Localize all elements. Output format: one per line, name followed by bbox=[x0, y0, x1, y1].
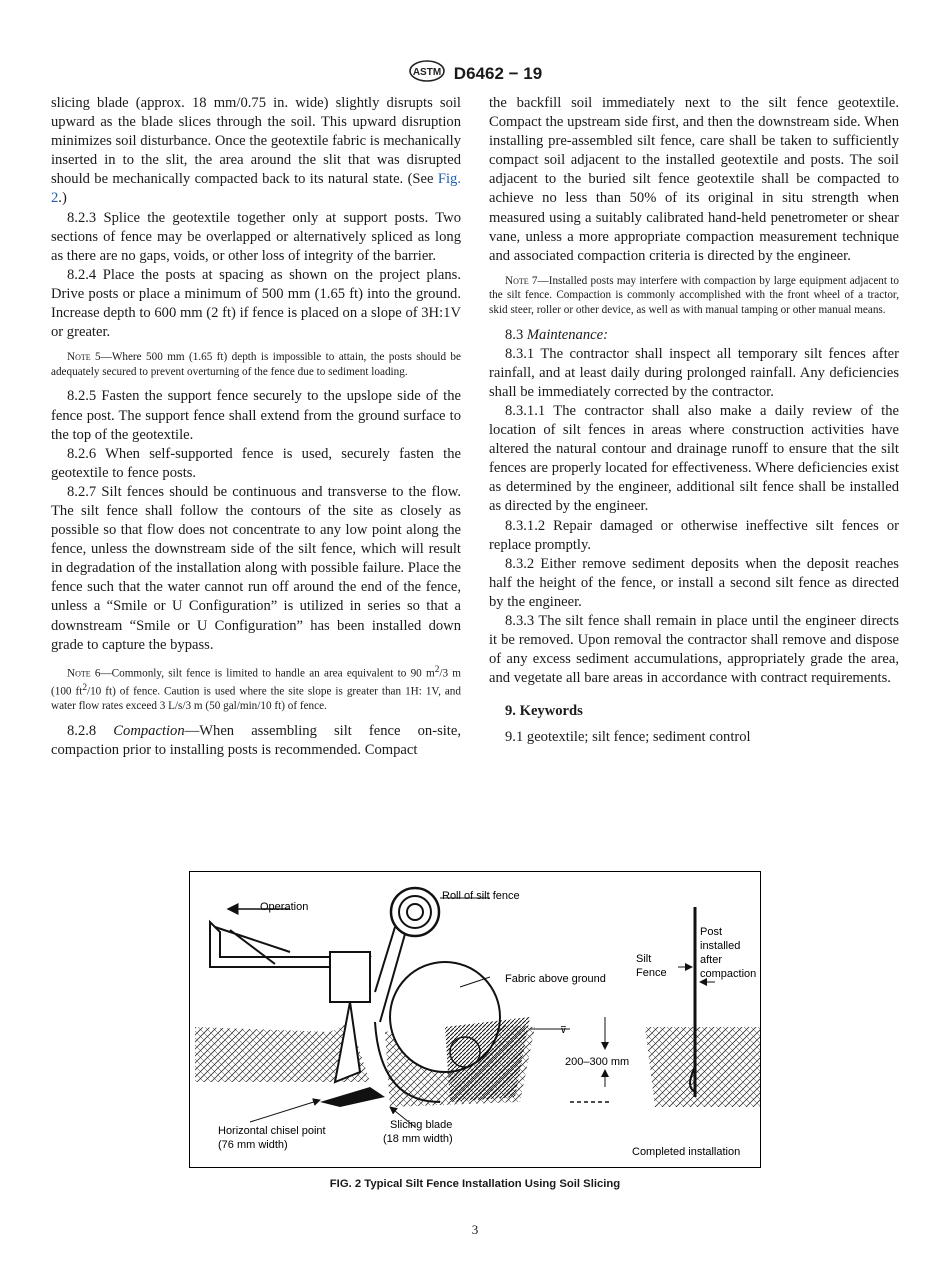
section-9-heading: 9. Keywords bbox=[505, 703, 583, 720]
ground-mark: ⊽ bbox=[560, 1025, 567, 1035]
fig-2-link[interactable]: Fig. 2 bbox=[51, 171, 461, 207]
label-post-1: Post bbox=[700, 926, 723, 938]
paragraph-8-3-1: 8.3.1 The contractor shall inspect all temporary silt fences after rainfall, and at least daily during prolonged rainfall. Any deficiencies shall be immediately corrected by the contractor. bbox=[489, 345, 899, 400]
note-5: Note 5—Where 500 mm (1.65 ft) depth is impossible to attain, the posts should be adequately secured to prevent overturning of the fence due to sediment loading. bbox=[51, 351, 461, 378]
svg-text:ASTM: ASTM bbox=[412, 67, 441, 78]
chisel-point bbox=[320, 1087, 385, 1107]
paragraph-9-1: 9.1 geotextile; silt fence; sediment control bbox=[505, 728, 751, 745]
note-6: Note 6—Commonly, silt fence is limited to handle an area equivalent to 90 $m^2/3$ m (100 $ft^2/10$ ft) of fence. Caution is used where the site slope is greater than 1H: 1V, and water flow rates exceed 3 L/s/3 m (50 gal/min/10 ft) of fence. bbox=[51, 664, 461, 713]
paragraph-8-3-1-1: 8.3.1.1 The contractor shall also make a daily review of the location of silt fences in areas where construction activities have altered the natural contour and drainage runoff to ensure that the silt fences are properly located for effectiveness. Where deficiencies exist as determined by the engineer, additional silt fence shall be installed as directed by the engineer. bbox=[489, 403, 899, 515]
machine-body bbox=[330, 952, 370, 1002]
astm-logo-icon bbox=[408, 60, 446, 87]
paragraph-8-3: 8.3 Maintenance: bbox=[505, 326, 608, 343]
paragraph-continued: slicing blade (approx. 18 mm/0.75 in. wide) slightly disrupts soil upward as the blade slices through the soil. This upward disruption minimizes soil disturbance. Once the geotextile fabric is mechanically inserted in to the slit, the area around the slit that was disrupted should be mechanically compacted back to its natural state. (See Fig. 2.) bbox=[51, 95, 461, 207]
label-silt-2: Fence bbox=[636, 967, 667, 979]
paragraph-8-3-2: 8.3.2 Either remove sediment deposits when the deposit reaches half the height of the fence, or install a second silt fence as directed by the engineer. bbox=[489, 555, 899, 610]
paragraph-8-2-5: 8.2.5 Fasten the support fence securely to the upslope side of the fence post. The support fence shall extend from the ground surface to the top of the geotextile. bbox=[51, 388, 461, 443]
paragraph-8-2-4: 8.2.4 Place the posts at spacing as shown on the project plans. Drive posts or place a minimum of 500 mm (1.65 ft) into the ground. Increase depth to 600 mm (2 ft) if fence is placed on a slope of 3H:1V or greater. bbox=[51, 266, 461, 341]
page-number: 3 bbox=[471, 1222, 479, 1237]
note-7: Note 7—Installed posts may interfere with compaction by large equipment adjacent to the silt fence. Compaction is commonly accomplished with the front wheel of a tractor, skid steer, roller or other device, as well as with manual tamping or other manual means. bbox=[489, 274, 899, 317]
soil-right bbox=[645, 1027, 760, 1107]
label-operation: Operation bbox=[260, 901, 309, 913]
label-depth: 200–300 mm bbox=[565, 1056, 630, 1068]
label-post-2: installed bbox=[700, 940, 741, 952]
paragraph-8-2-3: 8.2.3 Splice the geotextile together only at support posts. Two sections of fence may be overlapped or alternatively spliced as long as there are no gaps, voids, or other loss of integrity of the barrier. bbox=[51, 209, 461, 264]
paragraph-8-3-3: 8.3.3 The silt fence shall remain in place until the engineer directs it be removed. Upon removal the contractor shall remove and dispose of any excess sediment accumulations, appropriately grade the area, and vegetate all bare areas in accordance with contract requirements. bbox=[489, 613, 899, 687]
page-header bbox=[0, 60, 950, 87]
label-fabric: Fabric above ground bbox=[505, 973, 606, 985]
right-column bbox=[489, 94, 899, 747]
label-blade-1: Slicing blade bbox=[390, 1119, 453, 1131]
label-blade-2: (18 mm width) bbox=[383, 1133, 453, 1145]
figure-2-drawing bbox=[190, 872, 760, 1167]
paragraph-8-3-1-2: 8.3.1.2 Repair damaged or otherwise ineffective silt fences or replace promptly. bbox=[489, 517, 899, 553]
label-chisel-2: (76 mm width) bbox=[218, 1139, 288, 1151]
figure-2 bbox=[189, 871, 761, 1168]
figure-caption: FIG. 2 Typical Silt Fence Installation Using Soil Slicing bbox=[329, 1178, 621, 1190]
label-roll: Roll of silt fence bbox=[442, 890, 520, 902]
paragraph-8-2-6: 8.2.6 When self-supported fence is used, securely fasten the geotextile to fence posts. bbox=[51, 445, 461, 481]
label-silt-1: Silt bbox=[636, 953, 652, 965]
label-chisel-1: Horizontal chisel point bbox=[218, 1125, 326, 1137]
paragraph-continued-right: the backfill soil immediately next to the silt fence geotextile. Compact the upstream side first, and then the downstream side. When installing pre-assembled silt fence, care shall be taken to sufficiently compact soil adjacent to the installed geotextile and posts. The soil adjacent to the buried silt fence geotextile shall be compacted to achieve no less than 50% of its original in situ strength when measured using a suitably calibrated hand-held penetrometer or shear vane, unless a more appropriate compaction measurement technique and associated compaction criteria is directed by the engineer. bbox=[489, 95, 899, 264]
left-column bbox=[51, 94, 461, 760]
paragraph-8-2-7: 8.2.7 Silt fences should be continuous and transverse to the flow. The silt fence shall follow the contours of the site as closely as possible so that flow does not concentrate to any low point along the fence, unless the downstream side of the silt fence, which will result in degradation of the installation along with possible failure. Place the fence such that the water cannot run off around the end of the fence, unless a “Smile or U Configuration” is utilized in series so that a downstream “Smile or U Configuration” has been installed down grade to capture the bypass. bbox=[51, 483, 461, 653]
paragraph-8-2-8: 8.2.8 Compaction—When assembling silt fence on-site, compaction prior to installing posts is recommended. Compact bbox=[51, 722, 461, 759]
label-post-3: after bbox=[700, 954, 723, 966]
label-post-4: compaction bbox=[700, 968, 757, 980]
document-designation: D6462 − 19 bbox=[453, 63, 543, 83]
label-completed: Completed installation bbox=[632, 1146, 741, 1158]
